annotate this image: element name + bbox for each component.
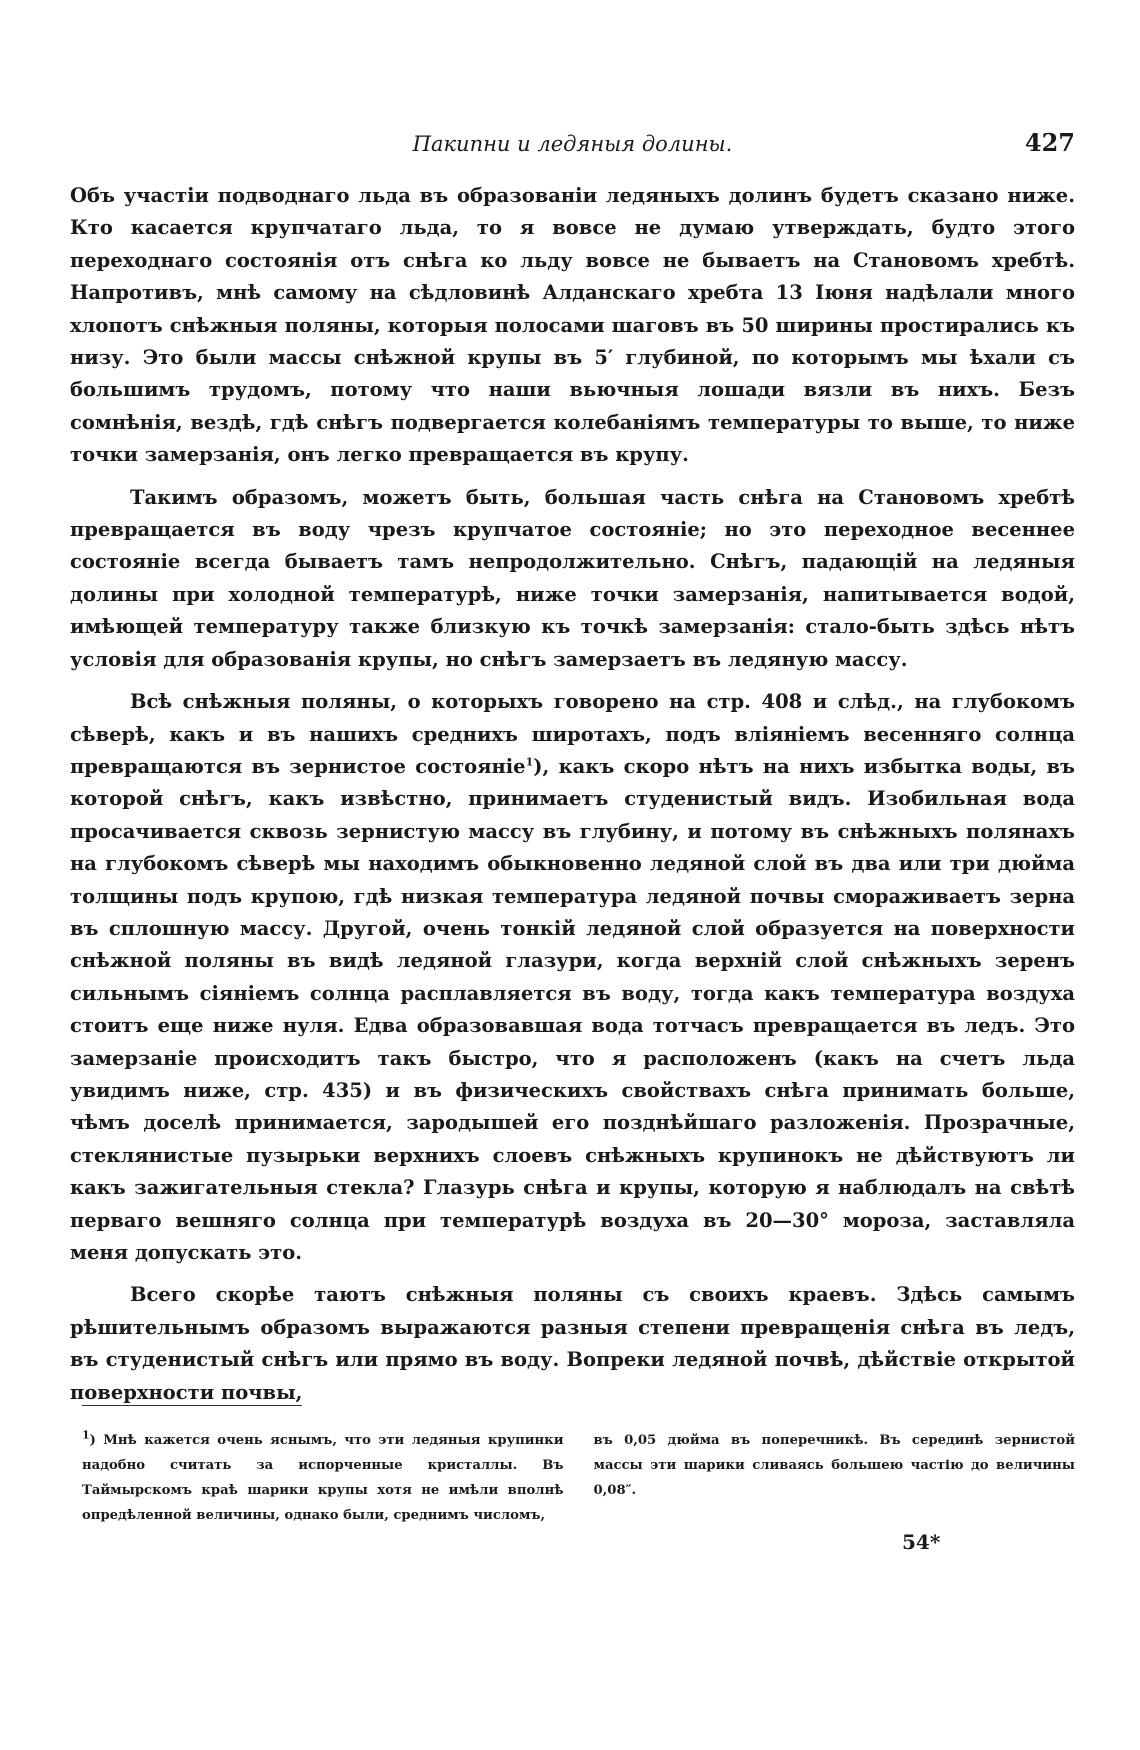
footnote-reference: 1 <box>525 755 534 769</box>
page-header <box>70 128 1075 168</box>
paragraph-text: Всего скорѣе таютъ снѣжныя поляны съ своихъ краевъ. Здѣсь самымъ рѣшительнымъ образомъ выражаются разныя степени превращенія снѣга въ ледъ, въ студенистый снѣгъ или прямо въ воду. Вопреки ледяной почвѣ, дѣйствіе открытой поверхности почвы, <box>70 1283 1075 1404</box>
paragraph <box>70 482 1075 676</box>
signature-mark: 54* <box>902 1530 941 1554</box>
paragraph <box>70 180 1075 472</box>
footnote-column-left <box>82 1428 564 1528</box>
paragraph-text: ), какъ скоро нѣтъ на нихъ избытка воды, въ которой снѣгъ, какъ извѣстно, принимаетъ студенистый видъ. Изобильная вода просачивается сквозь зернистую массу въ глубину, и потому въ снѣжныхъ полянахъ на глубокомъ сѣверѣ мы находимъ обыкновенно ледяной слой въ два или три дюйма толщины подъ крупою, гдѣ низкая температура ледяной почвы смораживаетъ зерна въ сплошную массу. Другой, очень тонкій ледяной слой образуется на поверхности снѣжной поляны въ видѣ ледяной глазури, когда верхній слой снѣжныхъ зеренъ сильнымъ сіяніемъ солнца расплавляется въ воду, тогда какъ температура воздуха стоитъ еще ниже нуля. Едва образовавшая вода тотчасъ превращается въ ледъ. Это замерзаніе происходитъ такъ быстро, что я расположенъ (какъ на счетъ льда увидимъ ниже, стр. 435) и въ физическихъ свойствахъ снѣга принимать больше, чѣмъ доселѣ принимается, зародышей его позднѣйшаго разложенія. Прозрачные, стеклянистые пузырьки верхнихъ слоевъ снѣжныхъ крупинокъ не дѣйствуютъ ли какъ зажигательныя стекла? Глазурь снѣга и крупы, которую я наблюдалъ на свѣтѣ перваго вешняго солнца при температурѣ воздуха въ 20—30° мороза, заставляла меня допускать это. <box>70 754 1075 1264</box>
running-title: Пакипни и ледяныя долины. <box>412 132 733 156</box>
page-number: 427 <box>1024 128 1075 157</box>
paragraph <box>70 686 1075 1269</box>
paragraph-text: Объ участіи подводнаго льда въ образованіи ледяныхъ долинъ будетъ сказано ниже. Кто касается крупчатаго льда, то я вовсе не думаю утверждать, будто этого переходнаго состоянія отъ снѣга ко льду вовсе не бываетъ на Становомъ хребтѣ. Напротивъ, мнѣ самому на сѣдловинѣ Алданскаго хребта 13 Іюня надѣлали много хлопотъ снѣжныя поляны, которыя полосами шаговъ въ 50 ширины простирались къ низу. Это были массы снѣжной крупы въ 5′ глубиной, по которымъ мы ѣхали съ большимъ трудомъ, потому что наши вьючныя лошади вязли въ нихъ. Безъ сомнѣнія, вездѣ, гдѣ снѣгъ подвергается колебаніямъ температуры то выше, то ниже точки замерзанія, онъ легко превращается въ крупу. <box>70 184 1075 467</box>
paragraph-text: Всѣ снѣжныя поляны, о которыхъ говорено на стр. 408 и слѣд., на глубокомъ сѣверѣ, какъ и въ нашихъ среднихъ широтахъ, подъ вліяніемъ весенняго солнца превращаются въ зернистое состояніе <box>70 690 1075 778</box>
footnotes <box>82 1428 1075 1528</box>
body-text <box>70 180 1075 1419</box>
footnote-column-right <box>594 1428 1076 1528</box>
footnote-text: ) Мнѣ кажется очень яснымъ, что эти ледяныя крупинки надобно считать за испорченные кристаллы. Въ Таймырскомъ краѣ шарики крупы хотя не имѣли вполнѣ опредѣленной величины, однако были, среднимъ числомъ, <box>82 1433 564 1523</box>
footnote-divider <box>82 1405 302 1406</box>
footnote-text: въ 0,05 дюйма въ поперечникѣ. Въ серединѣ зернистой массы эти шарики сливаясь большею частію до величины 0,08″. <box>593 1433 1075 1498</box>
footnote-mark: 1 <box>82 1428 90 1442</box>
paragraph <box>70 1279 1075 1409</box>
paragraph-text: Такимъ образомъ, можетъ быть, большая часть снѣга на Становомъ хребтѣ превращается въ воду чрезъ крупчатое состояніе; но это переходное весеннее состояніе всегда бываетъ тамъ непродолжительно. Снѣгъ, падающій на ледяныя долины при холодной температурѣ, ниже точки замерзанія, напитывается водой, имѣющей температуру также близкую къ точкѣ замерзанія: стало-быть здѣсь нѣтъ условія для образованія крупы, но снѣгъ замерзаетъ въ ледяную массу. <box>70 485 1075 671</box>
